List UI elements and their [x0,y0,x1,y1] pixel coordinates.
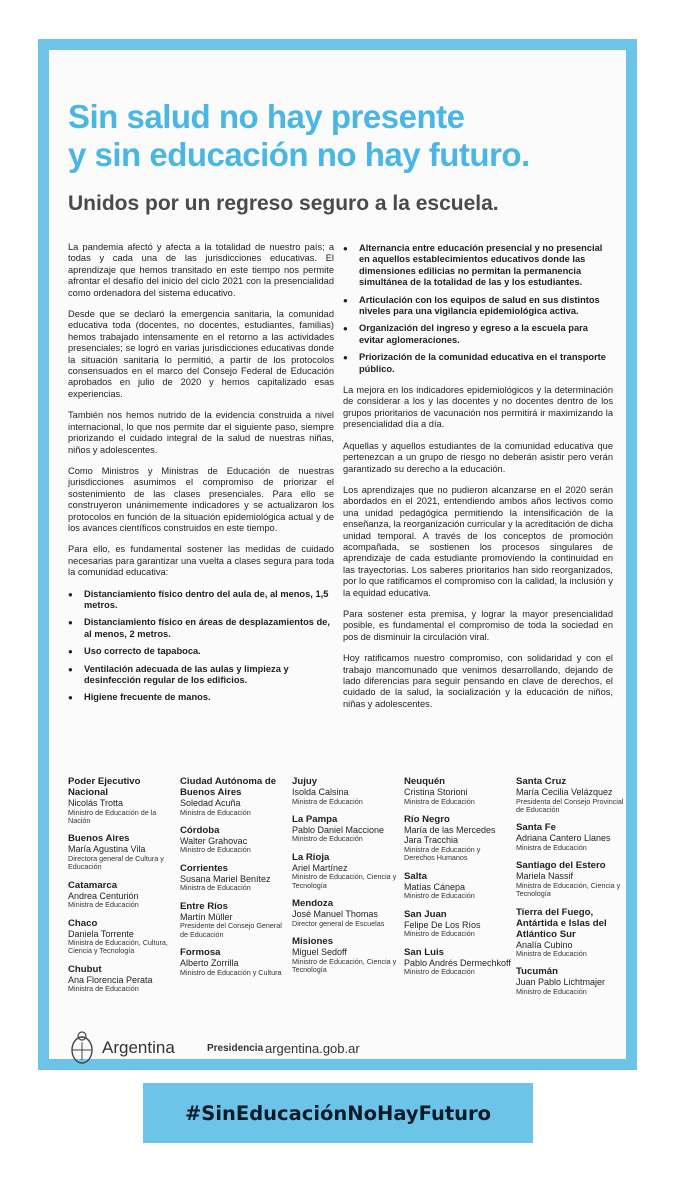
signer-province: San Juan [404,908,447,920]
signer-province: La Rioja [292,851,330,863]
signer-column [180,776,288,985]
signer [516,776,628,814]
signer-role: Ministro de Educación de la Nación [68,807,157,825]
list-item: ● Organización del ingreso y egreso a la escuela para evitar aglomeraciones. [343,323,613,346]
signer-name: Juan Pablo Lichtmajer [516,977,606,988]
headline [68,98,628,174]
signer-name: Susana Mariel Benítez [180,873,271,884]
signer [404,909,512,939]
list-item: ● Ventilación adecuada de las aulas y limpieza y desinfección regular de los edificios. [68,664,334,687]
list-item: ● Alternancia entre educación presencial y no presencial en aquellos establecimientos educativos donde las dimensiones edilicias no permitan la permanencia simultánea de la totalidad de las y los estudiantes. [343,243,613,289]
signer-province: Santa Cruz [516,776,567,787]
signer-role: Ministra de Educación [180,807,251,817]
left-column [68,242,334,714]
signer-role: Ministro de Educación, Ciencia y Tecnología [292,872,397,890]
signer-province: Formosa [180,947,221,959]
paragraph: La pandemia afectó y afecta a la totalidad de nuestro país; a todas y cada una de las jurisdicciones educativas. El aprendizaje que hemos transitado en este tiempo nos permite afrontar el desafío del inicio del ciclo 2021 con la presencialidad como ordenadora del sistema educativo. [68,242,334,298]
signer-name: Soledad Acuña [180,798,241,808]
signer [180,776,288,817]
headline-line-1: Sin salud no hay presente [68,98,465,135]
paragraph: Los aprendizajes que no pudieron alcanzarse en el 2020 serán abordados en el 2021, entendiendo ambos años lectivos como una unidad pedagógica permitiendo la intensificación de la enseñanza, la reorganización curricular y la acreditación de dicha unidad temporal. A través de los conceptos de promoción acompañada, se sostienen los procesos singulares de aprendizaje de cada estudiante promoviendo la continuidad en las trayectorias. Los saberes prioritarios han sido reorganizados, por lo que ratificamos el compromiso con la calidad, la inclusión y la equidad educativa. [343,484,613,598]
signer-column [516,776,628,1004]
signer-role: Ministro de Educación y Cultura [180,967,282,977]
signer [516,860,628,898]
coat-of-arms-icon [68,1030,96,1066]
signer-role: Ministra de Educación [292,796,363,806]
signer-role: Ministra de Educación [404,796,475,806]
signer-role: Ministro de Educación, Ciencia y Tecnología [292,956,397,974]
signer-province: Neuquén [404,776,446,787]
paragraph: Para ello, es fundamental sostener las medidas de cuidado necesarias para garantizar una vuelta a clases segura para toda la comunidad educativa: [68,544,334,578]
signer-name: Nicolás Trotta [68,798,124,808]
signer-role: Ministra de Educación [68,900,139,910]
signer-province: Río Negro [404,813,450,825]
signer-role: Ministra de Educación [516,949,587,959]
signer [516,907,628,959]
signer [68,880,176,910]
list-item: ● Distanciamiento físico en áreas de desplazamientos de, al menos, 2 metros. [68,617,334,640]
signer-province: Tucumán [516,966,558,978]
signer-province: Tierra del Fuego, Antártida e Islas del Atlántico Sur [516,906,607,940]
signer-province: Córdoba [180,824,220,836]
signer [516,966,628,996]
list-item: ● Articulación con los equipos de salud en sus distintos niveles para una vigilancia epidemiológica activa. [343,295,613,318]
signer-province: Santiago del Estero [516,860,606,872]
signer-name: Felipe De Los Ríos [404,919,481,930]
signer-name: Cristina Storioni [404,787,468,797]
signer [180,901,288,939]
signer [292,936,400,974]
signer-province: Ciudad Autónoma de Buenos Aires [180,776,277,798]
signer-province: Chubut [68,963,102,975]
signer [292,898,400,928]
signer-name: Adriana Cantero Llanes [516,833,611,844]
website-link[interactable]: argentina.gob.ar [265,1041,360,1056]
signer [404,947,512,977]
signer-role: Ministra de Educación [68,984,139,994]
signer [404,776,512,806]
paragraph: Para sostener esta premisa, y lograr la mayor presencialidad posible, es fundamental el compromiso de toda la sociedad en pos de disminuir la circulación viral. [343,608,613,642]
measures-list [343,243,613,375]
signer-name: Matías Cánepa [404,881,466,892]
brand-presidencia: Presidencia [207,1043,264,1054]
signer-name: Pablo Andrés Dermechkoff [404,957,511,968]
signer-name: Isolda Calsina [292,787,349,797]
signer-column [292,776,400,982]
signer-name: Analía Cubino [516,939,573,950]
signer-role: Directora general de Cultura y Educación [68,853,164,872]
signer [68,833,176,871]
signer-role: Ministra de Educación, Ciencia y Tecnología [516,880,621,899]
list-item: ● Priorización de la comunidad educativa en el transporte público. [343,352,613,375]
signer-role: Ministro de Educación [292,834,363,844]
signer [292,814,400,844]
signer-name: Andrea Centurión [68,890,139,901]
signer-name: Ariel Martínez [292,862,348,873]
signer-province: Buenos Aires [68,833,130,845]
signer [180,863,288,893]
signer [292,776,400,806]
paragraph: Desde que se declaró la emergencia sanitaria, la comunidad educativa toda (docentes, no docentes, estudiantes, familias) hemos trabajado intensamente en el retorno a las actividades presenciales; se logró en varias jurisdicciones educativas donde la situación sanitaria lo permitió, a partir de los protocolos consensuados en el marco del Consejo Federal de Educación aprobados en julio de 2020 y hemos capitalizado esas experiencias. [68,309,334,399]
signer-role: Presidente del Consejo General de Educación [180,921,282,939]
brand-name: Argentina [102,1038,175,1057]
footer [68,1030,508,1068]
subheadline: Unidos por un regreso seguro a la escuela. [68,192,499,215]
signer-name: Alberto Zorrilla [180,958,239,969]
signer-name: María Cecilia Velázquez [516,787,613,797]
signer-name: Pablo Daniel Maccione [292,824,385,835]
signer-province: Santa Fe [516,822,556,834]
paragraph: Aquellas y aquellos estudiantes de la comunidad educativa que pertenezcan a un grupo de riesgo no deberán asistir pero verán garantizado su derecho a la educación. [343,440,613,474]
signer-province: Salta [404,870,427,882]
signer [180,825,288,855]
signer [68,918,176,956]
signer-province: Poder Ejecutivo Nacional [68,776,141,798]
paragraph: Como Ministros y Ministras de Educación de nuestras jurisdicciones asumimos el compromiso de priorizar el sostenimiento de las clases presenciales. Para ello se construyeron unánimemente indicadores y se actualizaron los protocolos en función de la situación epidemiológica actual y de los avances científicos construidos en este tiempo. [68,465,334,533]
signer [516,822,628,852]
signer-province: Chaco [68,917,98,929]
signer-name: Miguel Sedoff [292,947,347,958]
signer-role: Ministro de Educación [516,986,587,996]
signer-name: Martín Müller [180,911,233,922]
care-measures-list [68,589,334,704]
signer [180,947,288,977]
signer-role: Director general de Escuelas [292,918,385,928]
signer-name: Mariela Nassif [516,871,574,882]
list-item: ● Higiene frecuente de manos. [68,692,334,703]
signer-name: María de las Mercedes Jara Tracchia [404,824,496,846]
paragraph: Hoy ratificamos nuestro compromiso, con solidaridad y con el trabajo mancomunado que venimos desarrollando, dejando de lado diferencias para seguir pensando en clave de derechos, el cuidado de la salud, la socialización y la educación de niños, niñas y adolescentes. [343,653,613,709]
signer [68,964,176,994]
signer-province: La Pampa [292,813,338,825]
signer-role: Ministra de Educación [180,883,251,893]
signer-province: San Luis [404,946,444,958]
signer-role: Ministra de Educación [516,842,587,852]
signer-role: Ministro de Educación [404,891,475,901]
signer-role: Ministro de Educación [404,967,475,977]
signer-role: Ministra de Educación, Cultura, Ciencia y Tecnología [68,938,168,956]
signer-name: José Manuel Thomas [292,909,378,920]
list-item: ● Distanciamiento físico dentro del aula de, al menos, 1,5 metros. [68,589,334,612]
signer-column [68,776,176,1002]
signer-province: Catamarca [68,879,118,891]
signer-name: Walter Grahovac [180,835,248,846]
list-item: ● Uso correcto de tapaboca. [68,646,334,657]
signer-province: Jujuy [292,776,318,787]
headline-line-2: y sin educación no hay futuro. [68,136,530,173]
hashtag-banner: #SinEducaciónNoHayFuturo [143,1083,533,1143]
signer-name: Daniela Torrente [68,928,134,939]
signer-column [404,776,512,984]
signer-province: Misiones [292,936,334,948]
signer [404,871,512,901]
signer-role: Ministro de Educación [404,929,475,939]
signer-role: Presidenta del Consejo Provincial de Educación [516,796,624,814]
signer-name: Ana Florencia Perata [68,974,153,985]
signer-name: María Agustina Vila [68,844,146,855]
signer-role: Ministro de Educación [180,845,251,855]
signer-province: Corrientes [180,862,228,874]
signer [292,852,400,890]
paragraph: La mejora en los indicadores epidemiológicos y la determinación de considerar a los y las docentes y no docentes dentro de los grupos prioritarios de vacunación nos permitirá ir maximizando la presencialidad día a día. [343,385,613,430]
paragraph: También nos hemos nutrido de la evidencia construida a nivel internacional, lo que nos permite dar el siguiente paso, siempre priorizando el cuidado integral de la salud de nuestras niñas, niños y adolescentes. [68,410,334,455]
signer [404,814,512,863]
right-column [343,243,613,720]
signer [68,776,176,825]
signer-role: Ministra de Educación y Derechos Humanos [404,844,481,863]
signer-province: Mendoza [292,898,334,910]
signer-province: Entre Ríos [180,900,228,912]
